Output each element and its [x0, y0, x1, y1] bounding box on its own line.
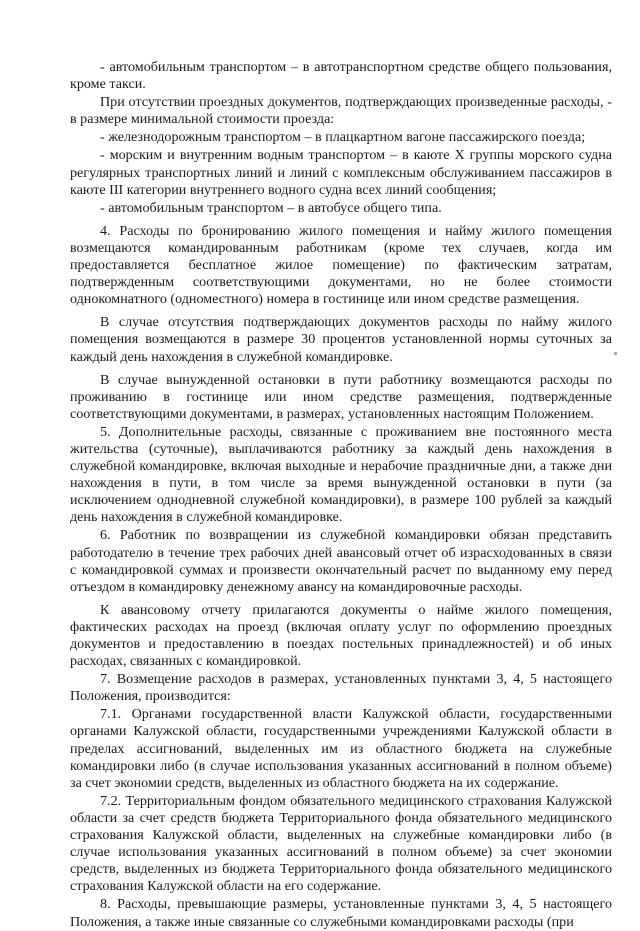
paragraph-bus: - автомобильным транспортом – в автобусе общего типа.	[100, 199, 442, 216]
paragraph-item-5: 5. Дополнительные расходы, связанные с проживанием вне постоянного места жительства (суточные), выплачиваются работнику за каждый день нахождения в служебной командировке, включая выходные и нерабочие праздничные дни, а также дни нахождения в пути, в том числе за время вынужденной остановки в пути (за исключением однодневной служебной командировки), в размере 100 рублей за каждый день нахождения в служебной командировке.	[70, 423, 612, 526]
paragraph-forced-stop: В случае вынужденной остановки в пути работнику возмещаются расходы по проживанию в гостинице или ином средстве размещения, подтвержденные соответствующими документами, в размерах, установленных настоящим Положением.	[70, 371, 612, 422]
paragraph-road-transport: - автомобильным транспортом – в автотранспортном средстве общего пользования, кроме такси.	[70, 59, 612, 93]
paragraph-sea-river: - морским и внутренним водным транспортом – в каюте X группы морского судна регулярных транспортных линий и линий с комплексным обслуживанием пассажиров в каюте III категории внутреннего водного судна всех линий сообщения;	[70, 147, 612, 198]
paragraph-no-supporting-documents: В случае отсутствия подтверждающих документов расходы по найму жилого помещения возмещаются в размере 30 процентов установленной нормы суточных за каждый день нахождения в служебной командировке.	[70, 314, 612, 365]
paragraph-item-7-2: 7.2. Территориальным фондом обязательного медицинского страхования Калужской области за счет средств бюджета Территориального фонда обязательного медицинского страхования Калужской области, выделенных на служебные командировки либо (в случае использования указанных ассигнований в полном объеме) за счет экономии средств, выделенных из бюджета Территориального фонда обязательного медицинского страхования Калужской области на его содержание.	[70, 792, 612, 895]
paragraph-item-8: 8. Расходы, превышающие размеры, установленные пунктами 3, 4, 5 настоящего Положения, а также иные связанные со служебными командировками расходы (при	[70, 896, 612, 930]
paragraph-item-4: 4. Расходы по бронированию жилого помещения и найму жилого помещения возмещаются командированным работникам (кроме тех случаев, когда им предоставляется бесплатное жилое помещение) по фактическим затратам, подтвержденным соответствующими документами, но не более стоимости однокомнатного (одноместного) номера в гостинице или ином средстве размещения.	[70, 222, 612, 308]
scan-speck	[614, 352, 617, 355]
paragraph-item-6: 6. Работник по возвращении из служебной командировки обязан представить работодателю в течение трех рабочих дней авансовый отчет об израсходованных в связи с командировкой суммах и произвести окончательный расчет по выданному ему перед отъездом в командировку денежному авансу на командировочные расходы.	[70, 527, 612, 595]
paragraph-item-7: 7. Возмещение расходов в размерах, установленных пунктами 3, 4, 5 настоящего Положения, производится:	[70, 671, 612, 705]
paragraph-item-7-1: 7.1. Органами государственной власти Калужской области, государственными органами Калужской области, государственными учреждениями Калужской области в пределах ассигнований, выделенных им из областного бюджета на служебные командировки либо (в случае использования указанных ассигнований в полном объеме) за счет экономии средств, выделенных из областного бюджета на их содержание.	[70, 706, 612, 791]
paragraph-railway: - железнодорожным транспортом – в плацкартном вагоне пассажирского поезда;	[100, 129, 586, 146]
paragraph-no-travel-documents: При отсутствии проездных документов, подтверждающих произведенные расходы, - в размере минимальной стоимости проезда:	[70, 94, 612, 128]
paragraph-advance-report: К авансовому отчету прилагаются документы о найме жилого помещения, фактических расходах на проезд (включая оплату услуг по оформлению проездных документов и предоставлению в поездах постельных принадлежностей) и об иных расходах, связанных с командировкой.	[70, 601, 612, 670]
